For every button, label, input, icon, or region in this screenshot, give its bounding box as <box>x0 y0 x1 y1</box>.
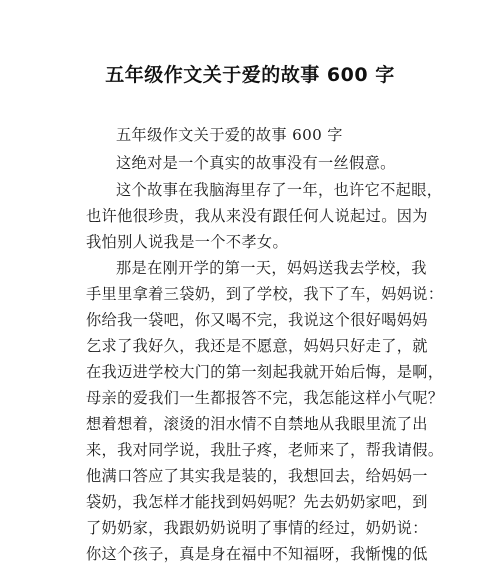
paragraph-line: 母亲的爱我们一生都报答不完，我怎能这样小气呢？ <box>86 389 444 407</box>
paragraph-line: 这个故事在我脑海里存了一年，也许它不起眼， <box>116 181 443 199</box>
paragraph-line: 我怕别人说我是一个不孝女。 <box>86 233 288 251</box>
paragraph-line: 那是在刚开学的第一天，妈妈送我去学校，我 <box>116 259 427 277</box>
paragraph-line: 乞求了我好久，我还是不愿意，妈妈只好走了，就 <box>86 337 428 355</box>
paragraph-line: 想着想着，滚烫的泪水情不自禁地从我眼里流了出 <box>86 415 428 433</box>
paragraph-line: 你给我一袋吧，你又喝不完，我说这个很好喝妈妈 <box>86 311 428 329</box>
paragraph-line: 这绝对是一个真实的故事没有一丝假意。 <box>116 154 396 172</box>
paragraph-line: 他满口答应了其实我是装的，我想回去，给妈妈一 <box>86 467 428 485</box>
document-title: 五年级作文关于爱的故事 600 字 <box>105 64 395 86</box>
paragraph-line: 手里里拿着三袋奶，到了学校，我下了车，妈妈说： <box>86 285 444 303</box>
paragraph-line: 在我迈进学校大门的第一刻起我就开始后悔，是啊， <box>86 363 444 381</box>
subtitle-line: 五年级作文关于爱的故事 600 字 <box>116 126 343 144</box>
paragraph-line: 你这个孩子，真是身在福中不知福呀，我惭愧的低 <box>86 545 428 563</box>
paragraph-line: 袋奶，我怎样才能找到妈妈呢？先去奶奶家吧，到 <box>86 493 428 511</box>
paragraph-line: 来，我对同学说，我肚子疼，老师来了，帮我请假。 <box>86 441 444 459</box>
paragraph-line: 也许他很珍贵，我从来没有跟任何人说起过。因为 <box>86 207 428 225</box>
paragraph-line: 了奶奶家，我跟奶奶说明了事情的经过，奶奶说： <box>86 519 428 537</box>
